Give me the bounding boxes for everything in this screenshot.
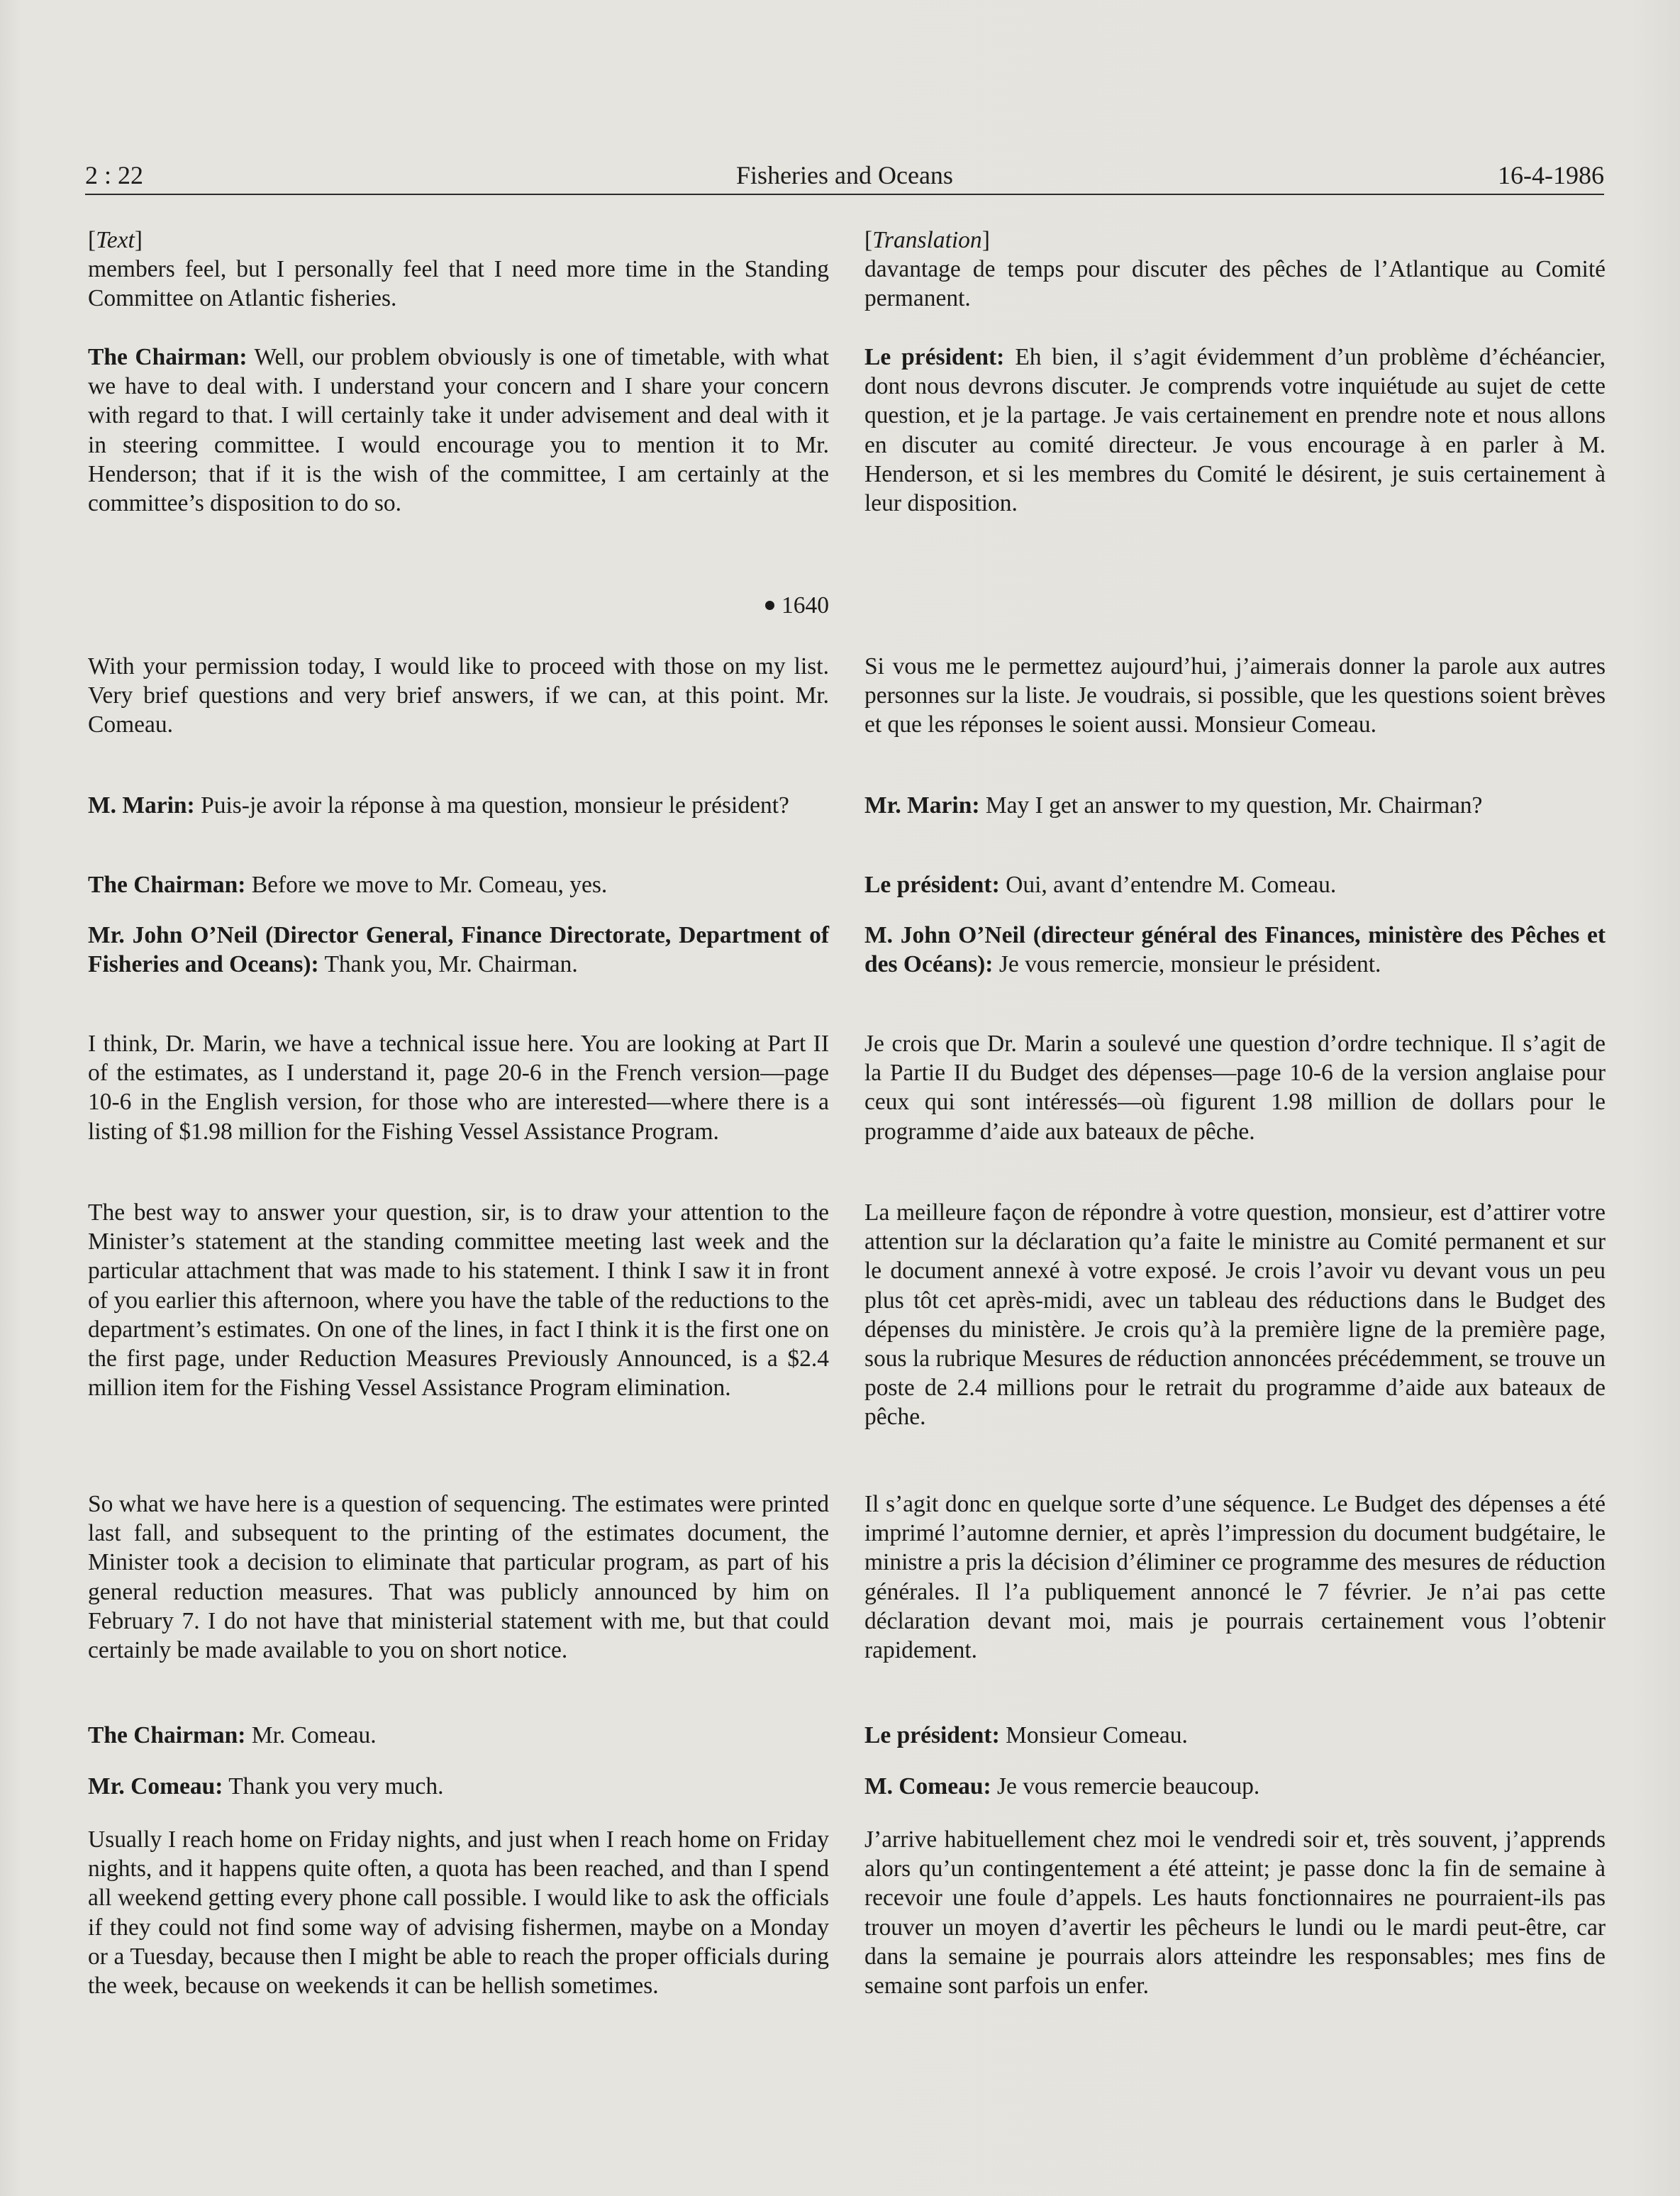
speech-text: Oui, avant d’entendre M. Comeau. <box>1006 872 1337 898</box>
bullet-icon <box>765 601 774 610</box>
speech-text: Before we move to Mr. Comeau, yes. <box>251 872 608 898</box>
speech-text: Je vous remercie, monsieur le président. <box>998 951 1381 978</box>
page-number: 2 : 22 <box>85 161 144 189</box>
speech-text: Mr. Comeau. <box>251 1722 377 1748</box>
speaker-name: Le président: <box>864 1722 1000 1748</box>
speech-text: Well, our problem obviously is one of timetable, with what we have to deal with. I understand your concern and I share your concern with regard to that. I will certainly take it under advisement and deal with it in steering committee. I would encourage you to mention it to Mr. Henderson; that if it is the wish of the committee, I am certainly at the committee’s disposition to do so. <box>88 344 829 517</box>
column-label: [Text] <box>88 227 143 253</box>
header-date: 16-4-1986 <box>1498 161 1604 189</box>
speech-text: Monsieur Comeau. <box>1006 1722 1188 1748</box>
speech <box>88 343 829 518</box>
paragraph: Je crois que Dr. Marin a soulevé une question d’ordre technique. Il s’agit de la Partie II du Budget des dépenses—page 10-6 de la version anglaise pour ceux qui sont intéressés—où figurent 1.98 million de dollars pour le programme d’aide aux bateaux de pêche. <box>864 1031 1606 1145</box>
paragraph: With your permission today, I would like to proceed with those on my list. Very brief questions and very brief answers, if we can, at this point. Mr. Comeau. <box>88 653 829 738</box>
speech-text: Puis-je avoir la réponse à ma question, monsieur le président? <box>201 792 789 819</box>
speech <box>88 870 829 899</box>
paragraph: members feel, but I personally feel that I need more time in the Standing Committee on Atlantic fisheries. <box>88 256 829 312</box>
column-label: [Translation] <box>864 227 990 253</box>
paragraph: The best way to answer your question, sir, is to draw your attention to the Minister’s statement at the standing committee meeting last week and the particular attachment that was made to his statement. I think I saw it in front of you earlier this afternoon, where you have the table of the reductions to the department’s estimates. On one of the lines, in fact I think it is the first one on the first page, under Reduction Measures Previously Announced, is a $2.4 million item for the Fishing Vessel Assistance Program elimination. <box>88 1199 829 1402</box>
speaker-name: Le président: <box>864 872 1000 898</box>
speaker-name: The Chairman: <box>88 1722 246 1748</box>
speaker-name: Le président: <box>864 344 1005 370</box>
speech <box>88 1772 829 1801</box>
paragraph: So what we have here is a question of sequencing. The estimates were printed last fall, and subsequent to the printing of the estimates document, the Minister took a decision to eliminate that particular program, as part of his general reduction measures. That was publicly announced by him on February 7. I do not have that ministerial statement with me, but that could certainly be made available to you on short notice. <box>88 1491 829 1664</box>
speech-text: Thank you, Mr. Chairman. <box>324 951 578 978</box>
speaker-name: The Chairman: <box>88 344 247 370</box>
paragraph: La meilleure façon de répondre à votre question, monsieur, est d’attirer votre attention sur la déclaration qu’a faite le ministre au Comité permanent et sur le document annexé à votre exposé. Je crois l’avoir vu devant vous un peu plus tôt cet après-midi, avec un tableau des réductions dans le Budget des dépenses du ministère. Je crois qu’à la première ligne de la première page, sous la rubrique Mesures de réduction annoncées précédemment, se trouve un poste de 2.4 millions pour le retrait du programme d’aide aux bateaux de pêche. <box>864 1199 1606 1431</box>
paragraph: I think, Dr. Marin, we have a technical issue here. You are looking at Part II of the estimates, as I understand it, page 20-6 in the French version—page 10-6 in the English version, for those who are interested—where there is a listing of $1.98 million for the Fishing Vessel Assistance Program. <box>88 1031 829 1145</box>
speaker-name: Mr. John O’Neil (Director General, Finance Directorate, Department of Fisheries and Oceans): <box>88 922 829 978</box>
paragraph: Si vous me le permettez aujourd’hui, j’aimerais donner la parole aux autres personnes sur la liste. Je voudrais, si possible, que les questions soient brèves et que les réponses le soient aussi. Monsieur Comeau. <box>864 653 1606 738</box>
speech-text: Eh bien, il s’agit évidemment d’un problème d’échéancier, dont nous devrons discuter. Je comprends votre inquiétude au sujet de cette question, et je la partage. Je vais certainement en prendre note et nous allons en discuter au comité directeur. Je vous encourage à en parler à M. Henderson, et si les membres du Comité le désirent, je suis certainement à leur disposition. <box>864 344 1606 517</box>
speech-text: May I get an answer to my question, Mr. Chairman? <box>985 792 1483 819</box>
speaker-name: Mr. Marin: <box>864 792 980 819</box>
publication-title: Fisheries and Oceans <box>736 161 953 189</box>
speech-text: Je vous remercie beaucoup. <box>997 1773 1260 1800</box>
speech <box>88 1721 829 1750</box>
time-marker: 1640 <box>88 591 829 620</box>
speech <box>88 791 829 820</box>
paragraph: Usually I reach home on Friday nights, and just when I reach home on Friday nights, and it happens quite often, a quota has been reached, and than I spend all weekend getting every phone call possible. I would like to ask the officials if they could not find some way of advising fishermen, maybe on a Monday or a Tuesday, because then I might be able to reach the proper officials during the week, because on weekends it can be hellish sometimes. <box>88 1826 829 2000</box>
speaker-name: The Chairman: <box>88 872 246 898</box>
speaker-name: M. Comeau: <box>864 1773 991 1800</box>
speaker-name: M. Marin: <box>88 792 195 819</box>
speech <box>864 343 1606 518</box>
speech <box>88 921 829 979</box>
speaker-name: M. John O’Neil (directeur général des Finances, ministère des Pêches et des Océans): <box>864 922 1606 978</box>
paragraph: J’arrive habituellement chez moi le vendredi soir et, très souvent, j’apprends alors qu’un contingentement a été atteint; je passe donc la fin de semaine à recevoir une foule d’appels. Les hauts fonctionnaires ne pourraient-ils pas trouver un moyen d’avertir les pêcheurs le lundi ou le mardi peut-être, car dans la semaine je pourrais alors atteindre les responsables; mes fins de semaine sont parfois un enfer. <box>864 1826 1606 2000</box>
paragraph: Il s’agit donc en quelque sorte d’une séquence. Le Budget des dépenses a été imprimé l’automne dernier, et après l’impression du document budgétaire, le ministre a pris la décision d’éliminer ce programme des mesures de réduction générales. Il l’a publiquement annoncé le 7 février. Je n’ai pas cette déclaration devant moi, mais je pourrais certainement vous l’obtenir rapidement. <box>864 1491 1606 1664</box>
speech <box>864 791 1606 820</box>
speech <box>864 1721 1606 1750</box>
speech <box>864 921 1606 979</box>
speech <box>864 1772 1606 1801</box>
header-rule <box>85 194 1604 195</box>
running-header <box>85 160 1604 194</box>
speech <box>864 870 1606 899</box>
speech-text: Thank you very much. <box>228 1773 444 1800</box>
paragraph: davantage de temps pour discuter des pêches de l’Atlantique au Comité permanent. <box>864 256 1606 312</box>
speaker-name: Mr. Comeau: <box>88 1773 223 1800</box>
